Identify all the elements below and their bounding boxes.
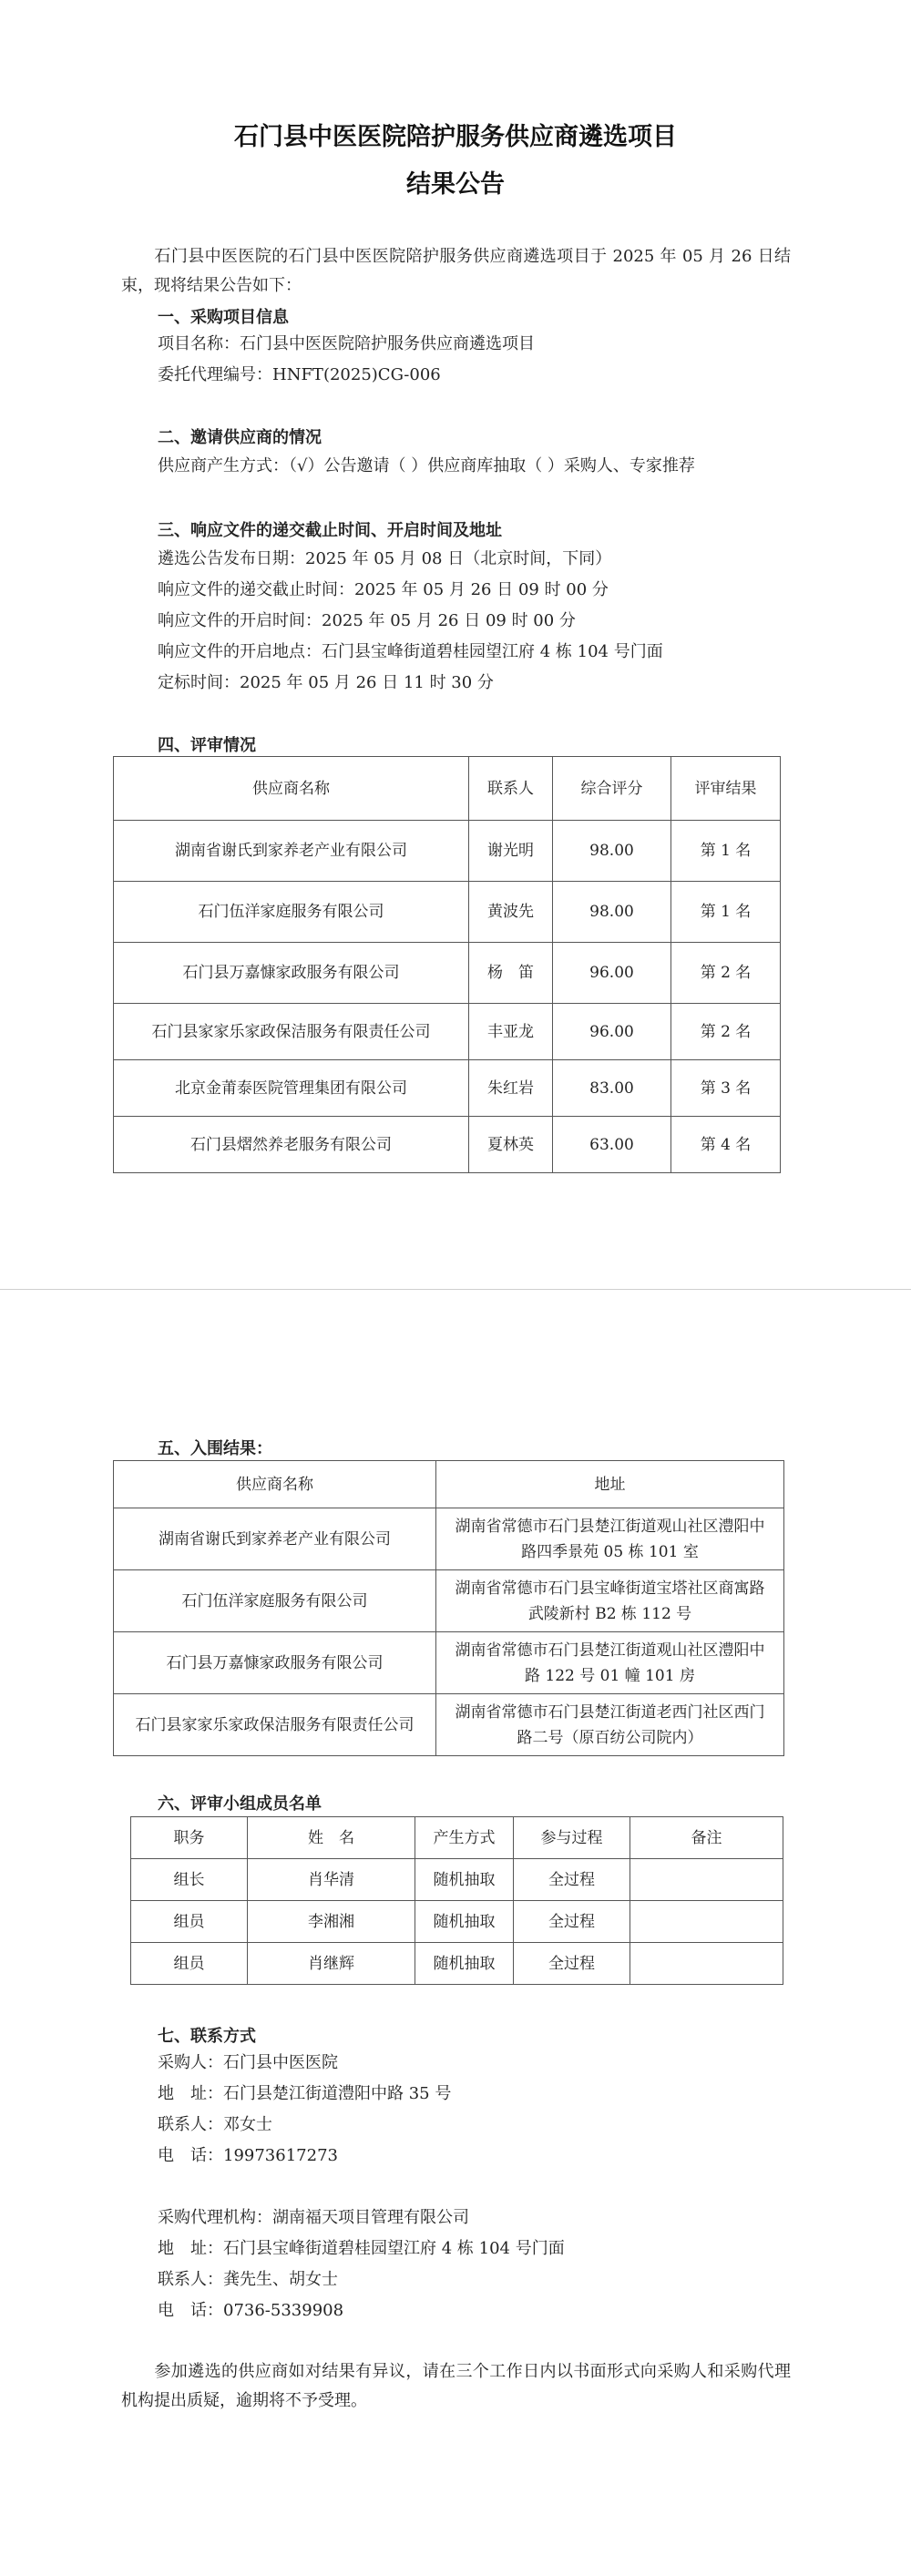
cell-address bbox=[436, 1632, 784, 1694]
cell-result: 第 2 名 bbox=[671, 1004, 781, 1060]
cell-address bbox=[436, 1570, 784, 1632]
col-process: 参与过程 bbox=[514, 1817, 630, 1859]
table-row bbox=[131, 1943, 783, 1985]
panel-table bbox=[130, 1816, 783, 1985]
section5-heading: 五、入围结果： bbox=[158, 1439, 272, 1458]
address-line: 湖南省常德市石门县楚江街道老西门社区西门 bbox=[455, 1702, 765, 1722]
cell-process: 全过程 bbox=[514, 1859, 630, 1901]
cell-role: 组长 bbox=[131, 1859, 248, 1901]
cell-score: 63.00 bbox=[553, 1117, 671, 1173]
cell-supplier: 湖南省谢氏到家养老产业有限公司 bbox=[114, 1508, 436, 1570]
table-row bbox=[114, 1632, 784, 1694]
doc-title-line1: 石门县中医医院陪护服务供应商遴选项目 bbox=[234, 123, 677, 151]
agent-code: 委托代理编号：HNFT(2025)CG-006 bbox=[158, 365, 441, 384]
cell-supplier: 石门县家家乐家政保洁服务有限责任公司 bbox=[114, 1004, 469, 1060]
cell-result: 第 1 名 bbox=[671, 821, 781, 882]
section4-heading: 四、评审情况 bbox=[158, 736, 256, 755]
buyer-address: 地 址：石门县楚江街道澧阳中路 35 号 bbox=[158, 2084, 452, 2103]
cell-result: 第 2 名 bbox=[671, 943, 781, 1004]
section2-heading: 二、邀请供应商的情况 bbox=[158, 428, 322, 447]
address-line: 湖南省常德市石门县宝峰街道宝塔社区商寓路 bbox=[455, 1579, 765, 1598]
cell-name: 肖华清 bbox=[248, 1859, 415, 1901]
cell-remarks bbox=[630, 1859, 783, 1901]
table-row bbox=[114, 1004, 781, 1060]
cell-supplier: 石门县熠然养老服务有限公司 bbox=[114, 1117, 469, 1173]
col-address: 地址 bbox=[436, 1461, 784, 1508]
table-row bbox=[114, 821, 781, 882]
buyer-name: 采购人：石门县中医医院 bbox=[158, 2053, 338, 2072]
shortlist-table bbox=[113, 1460, 784, 1756]
col-role: 职务 bbox=[131, 1817, 248, 1859]
table-row bbox=[131, 1859, 783, 1901]
col-contact: 联系人 bbox=[469, 757, 553, 821]
cell-supplier: 湖南省谢氏到家养老产业有限公司 bbox=[114, 821, 469, 882]
cell-supplier: 石门伍洋家庭服务有限公司 bbox=[114, 1570, 436, 1632]
cell-score: 98.00 bbox=[553, 821, 671, 882]
table-row bbox=[114, 1508, 784, 1570]
col-score: 综合评分 bbox=[553, 757, 671, 821]
cell-process: 全过程 bbox=[514, 1943, 630, 1985]
closing-paragraph: 参加遴选的供应商如对结果有异议，请在三个工作日内以书面形式向采购人和采购代理机构提出质疑，逾期将不予受理。 bbox=[121, 2362, 791, 2410]
project-name: 项目名称：石门县中医医院陪护服务供应商遴选项目 bbox=[158, 334, 535, 353]
agency-contact: 联系人：龚先生、胡女士 bbox=[158, 2270, 338, 2289]
cell-remarks bbox=[630, 1943, 783, 1985]
cell-address bbox=[436, 1694, 784, 1756]
section3-heading: 三、响应文件的递交截止时间、开启时间及地址 bbox=[158, 521, 502, 540]
award-time: 定标时间：2025 年 05 月 26 日 11 时 30 分 bbox=[158, 673, 494, 692]
cell-method: 随机抽取 bbox=[415, 1901, 514, 1943]
col-supplier-name: 供应商名称 bbox=[114, 757, 469, 821]
cell-remarks bbox=[630, 1901, 783, 1943]
open-time: 响应文件的开启时间：2025 年 05 月 26 日 09 时 00 分 bbox=[158, 611, 576, 630]
col-result: 评审结果 bbox=[671, 757, 781, 821]
agency-name: 采购代理机构：湖南福天项目管理有限公司 bbox=[158, 2208, 469, 2227]
review-table bbox=[113, 756, 781, 1173]
section7-heading: 七、联系方式 bbox=[158, 2027, 256, 2046]
table-row bbox=[114, 1570, 784, 1632]
intro-paragraph: 石门县中医医院的石门县中医医院陪护服务供应商遴选项目于 2025 年 05 月 26 日结束，现将结果公告如下： bbox=[121, 247, 791, 295]
cell-address bbox=[436, 1508, 784, 1570]
cell-supplier: 石门县万嘉慷家政服务有限公司 bbox=[114, 943, 469, 1004]
cell-supplier: 石门县家家乐家政保洁服务有限责任公司 bbox=[114, 1694, 436, 1756]
agency-phone: 电 话：0736-5339908 bbox=[158, 2301, 344, 2320]
cell-score: 98.00 bbox=[553, 882, 671, 943]
col-method: 产生方式 bbox=[415, 1817, 514, 1859]
address-line: 路四季景苑 05 栋 101 室 bbox=[521, 1542, 699, 1561]
cell-method: 随机抽取 bbox=[415, 1943, 514, 1985]
cell-contact: 丰亚龙 bbox=[469, 1004, 553, 1060]
cell-score: 96.00 bbox=[553, 1004, 671, 1060]
section6-heading: 六、评审小组成员名单 bbox=[158, 1794, 322, 1814]
cell-supplier: 石门县万嘉慷家政服务有限公司 bbox=[114, 1632, 436, 1694]
section1-heading: 一、采购项目信息 bbox=[158, 308, 289, 327]
cell-supplier: 北京金莆泰医院管理集团有限公司 bbox=[114, 1060, 469, 1117]
cell-result: 第 1 名 bbox=[671, 882, 781, 943]
buyer-contact: 联系人：邓女士 bbox=[158, 2115, 272, 2134]
table-row bbox=[114, 943, 781, 1004]
table-row bbox=[114, 1117, 781, 1173]
review-table-header bbox=[114, 757, 781, 821]
announce-date: 遴选公告发布日期：2025 年 05 月 08 日（北京时间，下同） bbox=[158, 549, 612, 568]
cell-method: 随机抽取 bbox=[415, 1859, 514, 1901]
cell-supplier: 石门伍洋家庭服务有限公司 bbox=[114, 882, 469, 943]
table-row bbox=[114, 882, 781, 943]
cell-result: 第 4 名 bbox=[671, 1117, 781, 1173]
doc-title-line2: 结果公告 bbox=[406, 170, 505, 199]
supplier-method: 供应商产生方式：（√）公告邀请（ ）供应商库抽取（ ）采购人、专家推荐 bbox=[158, 456, 695, 475]
submit-deadline: 响应文件的递交截止时间：2025 年 05 月 26 日 09 时 00 分 bbox=[158, 580, 609, 599]
table-row bbox=[114, 1694, 784, 1756]
cell-contact: 朱红岩 bbox=[469, 1060, 553, 1117]
col-name: 姓 名 bbox=[248, 1817, 415, 1859]
cell-name: 李湘湘 bbox=[248, 1901, 415, 1943]
address-line: 武陵新村 B2 栋 112 号 bbox=[527, 1604, 692, 1623]
buyer-phone: 电 话：19973617273 bbox=[158, 2146, 338, 2165]
cell-score: 96.00 bbox=[553, 943, 671, 1004]
address-line: 路 122 号 01 幢 101 房 bbox=[525, 1666, 695, 1685]
shortlist-table-header bbox=[114, 1461, 784, 1508]
cell-contact: 谢光明 bbox=[469, 821, 553, 882]
col-supplier-name: 供应商名称 bbox=[114, 1461, 436, 1508]
panel-table-header bbox=[131, 1817, 783, 1859]
cell-role: 组员 bbox=[131, 1901, 248, 1943]
page-break-divider bbox=[0, 1289, 911, 1290]
col-remarks: 备注 bbox=[630, 1817, 783, 1859]
cell-score: 83.00 bbox=[553, 1060, 671, 1117]
table-row bbox=[131, 1901, 783, 1943]
cell-contact: 黄波先 bbox=[469, 882, 553, 943]
table-row bbox=[114, 1060, 781, 1117]
address-line: 湖南省常德市石门县楚江街道观山社区澧阳中 bbox=[455, 1517, 765, 1536]
cell-role: 组员 bbox=[131, 1943, 248, 1985]
cell-contact: 夏林英 bbox=[469, 1117, 553, 1173]
cell-contact: 杨 笛 bbox=[469, 943, 553, 1004]
open-location: 响应文件的开启地点：石门县宝峰街道碧桂园望江府 4 栋 104 号门面 bbox=[158, 642, 663, 661]
agency-address: 地 址：石门县宝峰街道碧桂园望江府 4 栋 104 号门面 bbox=[158, 2239, 565, 2258]
cell-name: 肖继辉 bbox=[248, 1943, 415, 1985]
address-line: 湖南省常德市石门县楚江街道观山社区澧阳中 bbox=[455, 1641, 765, 1660]
cell-result: 第 3 名 bbox=[671, 1060, 781, 1117]
cell-process: 全过程 bbox=[514, 1901, 630, 1943]
address-line: 路二号（原百纺公司院内） bbox=[517, 1728, 703, 1747]
